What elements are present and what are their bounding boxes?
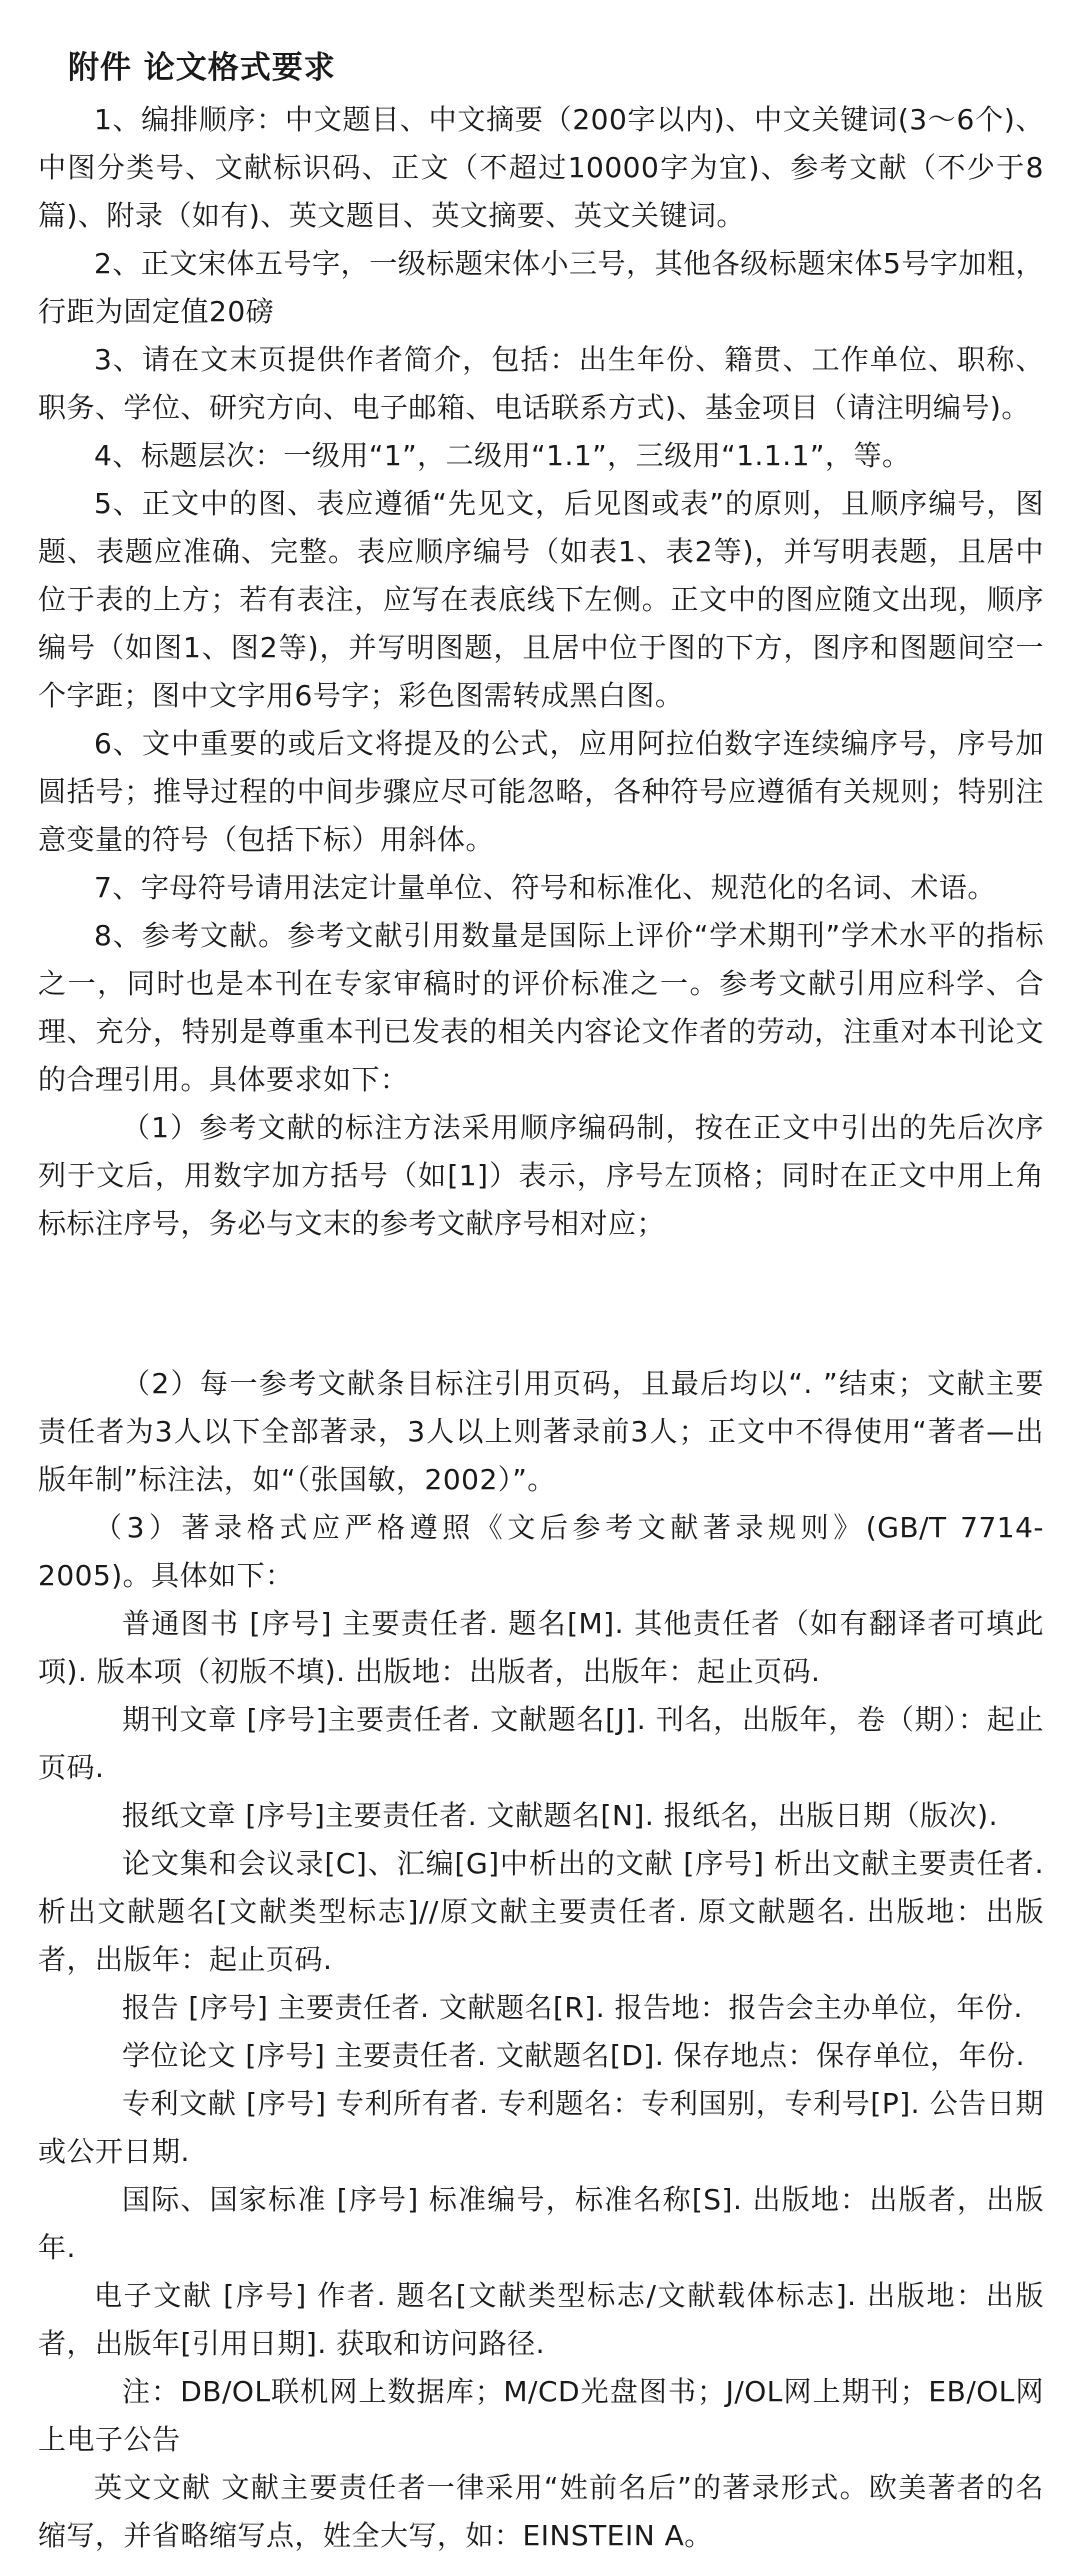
format-proceedings: 论文集和会议录[C]、汇编[G]中析出的文献 [序号] 析出文献主要责任者. 析出文献题名[文献类型标志]//原文献主要责任者. 原文献题名. 出版地：出版者，出版年：起止页码. [38,1847,1044,1976]
paragraph-3: 3、请在文末页提供作者简介，包括：出生年份、籍贯、工作单位、职称、职务、学位、研究方向、电子邮箱、电话联系方式)、基金项目（请注明编号)。 [38,343,1044,424]
paragraph-6: 6、文中重要的或后文将提及的公式，应用阿拉伯数字连续编序号，序号加圆括号；推导过程的中间步骤应尽可能忽略，各种符号应遵循有关规则；特别注意变量的符号（包括下标）用斜体。 [38,727,1044,856]
paragraph-1: 1、编排顺序：中文题目、中文摘要（200字以内)、中文关键词(3～6个)、中图分类号、文献标识码、正文（不超过10000字为宜)、参考文献（不少于8篇)、附录（如有)、英文题目、英文摘要、英文关键词。 [38,103,1044,232]
reference-rule-3: （3）著录格式应严格遵照《文后参考文献著录规则》(GB/T 7714-2005)。具体如下： [38,1511,1044,1592]
paragraph-8: 8、参考文献。参考文献引用数量是国际上评价“学术期刊”学术水平的指标之一，同时也是本刊在专家审稿时的评价标准之一。参考文献引用应科学、合理、充分，特别是尊重本刊已发表的相关内容论文作者的劳动，注重对本刊论文的合理引用。具体要求如下： [38,919,1044,1096]
paragraph-7: 7、字母符号请用法定计量单位、符号和标准化、规范化的名词、术语。 [94,871,996,904]
document-title: 附件 论文格式要求 [68,50,336,86]
paragraph-5: 5、正文中的图、表应遵循“先见文，后见图或表”的原则，且顺序编号，图题、表题应准确、完整。表应顺序编号（如表1、表2等)，并写明表题，且居中位于表的上方；若有表注，应写在表底线下左侧。正文中的图应随文出现，顺序编号（如图1、图2等)，并写明图题，且居中位于图的下方，图序和图题间空一个字距；图中文字用6号字；彩色图需转成黑白图。 [38,487,1044,712]
blank-gap [38,1248,1044,1360]
format-standard: 国际、国家标准 [序号] 标准编号，标准名称[S]. 出版地：出版者，出版年. [38,2183,1044,2264]
reference-rule-1: （1）参考文献的标注方法采用顺序编码制，按在正文中引出的先后次序列于文后，用数字加方括号（如[1]）表示，序号左顶格；同时在正文中用上角标标注序号，务必与文末的参考文献序号相对应； [38,1111,1044,1240]
format-journal: 期刊文章 [序号]主要责任者. 文献题名[J]. 刊名，出版年，卷（期）：起止页码. [38,1703,1044,1784]
paragraph-4: 4、标题层次：一级用“1”，二级用“1.1”，三级用“1.1.1”，等。 [94,439,911,472]
format-patent: 专利文献 [序号] 专利所有者. 专利题名：专利国别，专利号[P]. 公告日期或公开日期. [38,2087,1044,2168]
format-note: 注：DB/OL联机网上数据库；M/CD光盘图书；J/OL网上期刊；EB/OL网上电子公告 [38,2375,1044,2456]
reference-rule-2: （2）每一参考文献条目标注引用页码，且最后均以“. ”结束；文献主要责任者为3人以下全部著录，3人以上则著录前3人；正文中不得使用“著者—出版年制”标注法，如“（张国敏，2002）”。 [38,1367,1044,1496]
format-english: 英文文献 文献主要责任者一律采用“姓前名后”的著录形式。欧美著者的名缩写，并省略缩写点，姓全大写，如：EINSTEIN A。 [38,2471,1044,2552]
format-thesis: 学位论文 [序号] 主要责任者. 文献题名[D]. 保存地点：保存单位，年份. [122,2039,1026,2072]
reference-rules [38,1360,1044,2560]
format-electronic: 电子文献 [序号] 作者. 题名[文献类型标志/文献载体标志]. 出版地：出版者，出版年[引用日期]. 获取和访问路径. [38,2279,1044,2360]
format-newspaper: 报纸文章 [序号]主要责任者. 文献题名[N]. 报纸名，出版日期（版次). [122,1799,998,1832]
format-book: 普通图书 [序号] 主要责任者. 题名[M]. 其他责任者（如有翻译者可填此项). 版本项（初版不填). 出版地：出版者，出版年：起止页码. [38,1607,1044,1688]
paragraph-2: 2、正文宋体五号字，一级标题宋体小三号，其他各级标题宋体5号字加粗，行距为固定值20磅 [38,247,1044,328]
format-report: 报告 [序号] 主要责任者. 文献题名[R]. 报告地：报告会主办单位，年份. [122,1991,1023,2024]
